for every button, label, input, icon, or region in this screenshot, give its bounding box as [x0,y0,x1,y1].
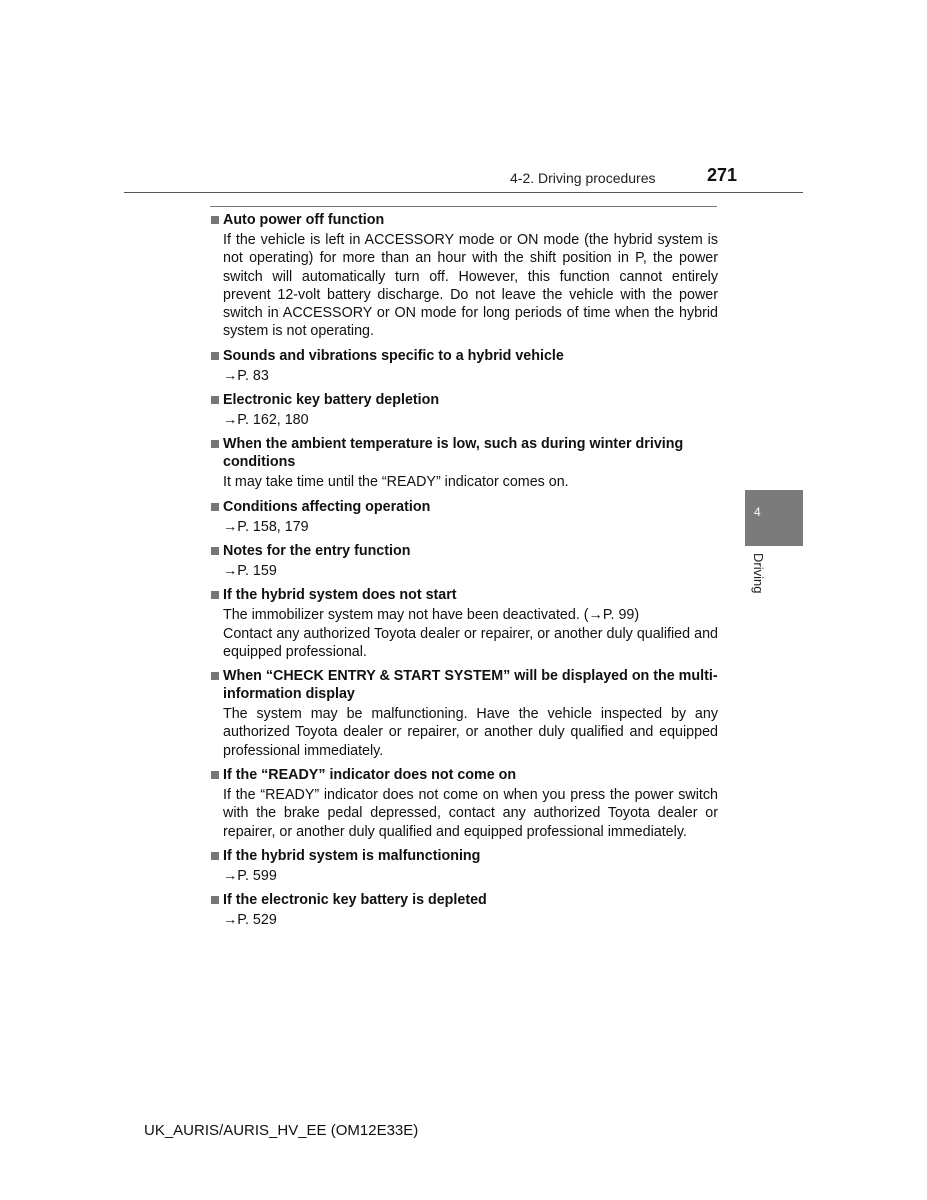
section-heading [210,435,718,471]
manual-section [210,542,718,580]
footer-model-code: UK_AURIS/AURIS_HV_EE (OM12E33E) [144,1122,419,1139]
section-heading [210,498,718,516]
section-heading [210,347,718,365]
manual-section [210,498,718,536]
manual-section [210,586,718,661]
square-bullet-icon [211,771,219,779]
section-title: Sounds and vibrations specific to a hybrid vehicle [223,347,564,364]
section-title: When the ambient temperature is low, such as during winter driving conditions [223,436,684,471]
content-column [210,211,718,936]
manual-section [210,891,718,929]
section-body [223,367,718,385]
body-paragraph: If the “READY” indicator does not come on when you press the power switch with the brake pedal depressed, contact any authorized Toyota dealer or repairer, or another duly qualified and equipped professional immediately. [223,787,718,840]
section-body [223,411,718,429]
section-title: Notes for the entry function [223,542,411,559]
square-bullet-icon [211,503,219,511]
page-reference-link[interactable]: →P. 159 [223,562,277,579]
section-title: If the hybrid system does not start [223,587,457,604]
body-paragraph: It may take time until the “READY” indicator comes on. [223,474,569,491]
section-title: Conditions affecting operation [223,498,431,515]
section-body [223,518,718,536]
body-paragraph: If the vehicle is left in ACCESSORY mode or ON mode (the hybrid system is not operating) for more than an hour with the shift position in P, the power switch will automatically turn off. However, this function cannot entirely prevent 12-volt battery discharge. Do not leave the vehicle with the power switch in ACCESSORY or ON mode for long periods of time when the hybrid system is not operating. [223,232,718,340]
manual-section [210,435,718,491]
page-reference-link[interactable]: →P. 158, 179 [223,518,309,535]
page-reference-link[interactable]: →P. 599 [223,867,277,884]
chapter-tab[interactable] [745,490,803,546]
section-body [223,231,718,341]
section-body [223,606,718,661]
chapter-tab-number: 4 [754,505,761,519]
section-heading [210,586,718,604]
body-paragraph: Contact any authorized Toyota dealer or repairer, or another duly qualified and equipped professional. [223,625,718,660]
section-body [223,705,718,760]
section-heading [210,847,718,865]
section-title: If the electronic key battery is depleted [223,892,487,909]
manual-section [210,347,718,385]
section-heading [210,542,718,560]
section-heading [210,391,718,409]
page-reference-link[interactable]: →P. 83 [223,367,269,384]
square-bullet-icon [211,440,219,448]
page-reference-link[interactable]: →P. 529 [223,912,277,929]
section-body [223,473,718,491]
manual-section [210,847,718,885]
body-paragraph: The immobilizer system may not have been deactivated. (→P. 99) [223,607,640,624]
manual-section [210,766,718,841]
section-body [223,867,718,885]
section-heading [210,211,718,229]
square-bullet-icon [211,396,219,404]
section-title: If the “READY” indicator does not come on [223,767,517,784]
body-paragraph: The system may be malfunctioning. Have the vehicle inspected by any authorized Toyota dealer or repairer, or another duly qualified and equipped professional immediately. [223,706,718,759]
section-body [223,911,718,929]
header-section-title: 4-2. Driving procedures [510,170,656,186]
content-top-divider [210,206,717,207]
section-body [223,562,718,580]
square-bullet-icon [211,672,219,680]
section-title: If the hybrid system is malfunctioning [223,847,481,864]
manual-section [210,391,718,429]
square-bullet-icon [211,591,219,599]
page-reference-link[interactable]: →P. 162, 180 [223,412,309,429]
header-divider [124,192,803,193]
section-body [223,786,718,841]
square-bullet-icon [211,547,219,555]
square-bullet-icon [211,216,219,224]
section-title: Auto power off function [223,212,385,228]
section-title: When “CHECK ENTRY & START SYSTEM” will be displayed on the multi-information display [223,668,718,703]
manual-section [210,667,718,760]
section-heading [210,667,718,703]
section-title: Electronic key battery depletion [223,392,440,409]
square-bullet-icon [211,896,219,904]
square-bullet-icon [211,352,219,360]
page-number: 271 [707,165,738,185]
square-bullet-icon [211,852,219,860]
manual-section [210,211,718,341]
section-heading [210,891,718,909]
chapter-tab-label: Driving [751,553,766,594]
section-heading [210,766,718,784]
